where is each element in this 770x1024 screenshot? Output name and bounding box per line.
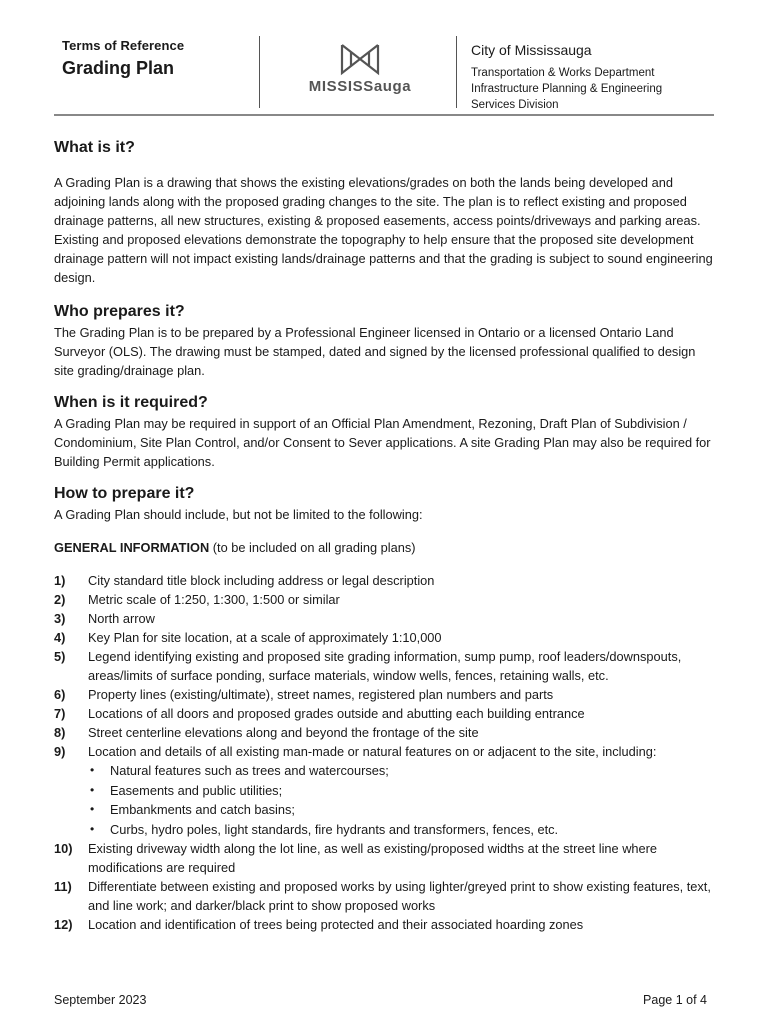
city-name: City of Mississauga (471, 42, 592, 58)
sub-list-item (88, 781, 714, 801)
section-paragraph: The Grading Plan is to be prepared by a Professional Engineer licensed in Ontario or a licensed Ontario Land Surveyor (OLS). The drawing must be stamped, dated and signed by the licensed professional qualified to design site grading/drainage plan. (54, 325, 696, 378)
item-number: 8) (54, 725, 66, 740)
item-number: 12) (54, 917, 73, 932)
butterfly-logo-icon (339, 42, 381, 76)
sub-item-text: Natural features such as trees and watercourses; (110, 763, 389, 778)
section-heading: What is it? (54, 139, 135, 156)
section-paragraph: A Grading Plan is a drawing that shows the existing elevations/grades on both the lands being developed and adjoining lands along with the proposed grading changes to the site. The plan is to reflect existing and proposed drainage patterns, all new structures, existing & proposed easements, access points/driveways and parking areas. Existing and proposed elevations demonstrate the topography to help ensure that the proposed site development drainage pattern will not impact existing lands/drainage patterns and that the grading is subject to sound engineering design. (54, 175, 713, 285)
doc-kicker: Terms of Reference (62, 38, 185, 53)
list-item (54, 609, 714, 628)
item-text: Locations of all doors and proposed grades outside and abutting each building entrance (88, 706, 585, 721)
sub-list-item (88, 761, 714, 781)
item-number: 1) (54, 573, 66, 588)
list-item (54, 915, 714, 934)
sub-list-item (88, 800, 714, 820)
bullet-icon: • (90, 782, 95, 797)
header-divider-right (456, 36, 457, 108)
item-number: 7) (54, 706, 66, 721)
sub-item-text: Curbs, hydro poles, light standards, fire hydrants and transformers, fences, etc. (110, 821, 559, 837)
item-text: Location and details of all existing man-made or natural features on or adjacent to the site, including: (88, 744, 657, 759)
header-department-block (471, 42, 751, 113)
item-text: Key Plan for site location, at a scale of approximately 1:10,000 (88, 630, 442, 645)
header-divider-left (259, 36, 260, 108)
footer-date: September 2023 (54, 993, 147, 1007)
item-number: 6) (54, 687, 66, 702)
list-item (54, 742, 714, 839)
list-item (54, 590, 714, 609)
item-number: 9) (54, 744, 66, 759)
list-item (54, 571, 714, 590)
list-item (54, 628, 714, 647)
section-heading: When is it required? (54, 394, 208, 411)
header-title-block (62, 38, 184, 79)
item-text: Existing driveway width along the lot line, as well as existing/proposed widths at the street line where modifications are required (88, 841, 658, 875)
item-text: Differentiate between existing and proposed works by using lighter/greyed print to show existing features, text, and line work; and darker/black print to show proposed works (88, 879, 711, 913)
section-what (54, 137, 714, 287)
item-text: Property lines (existing/ultimate), street names, registered plan numbers and parts (88, 687, 554, 702)
general-information-note: (to be included on all grading plans) (209, 540, 416, 555)
item-text: North arrow (88, 611, 155, 626)
item-text: Legend identifying existing and proposed site grading information, sump pump, roof leaders/downspouts, areas/limits of surface ponding, surface materials, window wells, fences, retaining walls, etc. (88, 649, 682, 683)
list-item (54, 839, 714, 877)
list-item (54, 877, 714, 915)
item-number: 3) (54, 611, 66, 626)
section-how (54, 483, 714, 524)
item-number: 10) (54, 841, 73, 856)
header-rule (54, 114, 714, 116)
section-paragraph: A Grading Plan may be required in support of an Official Plan Amendment, Rezoning, Draft Plan of Subdivision / Condominium, Site Plan Control, and/or Consent to Sever applications. A site Grading Plan may also be required for Building Permit applications. (54, 416, 711, 469)
general-information-label: GENERAL INFORMATION (54, 540, 210, 555)
item-text: City standard title block including address or legal description (88, 573, 435, 588)
features-sublist (88, 761, 714, 839)
department-line: Infrastructure Planning & Engineering (471, 83, 663, 95)
section-when (54, 392, 714, 471)
section-paragraph: A Grading Plan should include, but not be limited to the following: (54, 507, 423, 522)
section-heading: How to prepare it? (54, 485, 195, 502)
item-number: 5) (54, 649, 66, 664)
mississauga-logo (300, 42, 420, 104)
document-body (54, 137, 714, 934)
logo-wordmark: MISSISSauga (308, 78, 412, 95)
list-item (54, 704, 714, 723)
bullet-icon: • (90, 763, 95, 777)
general-information-heading (54, 540, 714, 555)
list-item (54, 685, 714, 704)
list-item (54, 723, 714, 742)
section-who (54, 301, 714, 380)
item-number: 4) (54, 630, 66, 645)
department-line: Transportation & Works Department (471, 67, 655, 79)
department-line: Services Division (471, 99, 559, 111)
sub-list-item (88, 820, 714, 840)
footer-page-number: Page 1 of 4 (643, 993, 707, 1007)
item-text: Metric scale of 1:250, 1:300, 1:500 or similar (88, 592, 340, 607)
section-heading: Who prepares it? (54, 303, 185, 320)
item-number: 2) (54, 592, 66, 607)
sub-item-text: Easements and public utilities; (110, 782, 283, 798)
requirements-list (54, 571, 714, 934)
sub-item-text: Embankments and catch basins; (110, 802, 295, 817)
item-text: Street centerline elevations along and beyond the frontage of the site (88, 725, 479, 740)
doc-title: Grading Plan (62, 58, 175, 78)
bullet-icon: • (90, 821, 95, 836)
list-item (54, 647, 714, 685)
bullet-icon: • (90, 802, 95, 816)
item-number: 11) (54, 879, 72, 894)
item-text: Location and identification of trees being protected and their associated hoarding zones (88, 917, 584, 932)
